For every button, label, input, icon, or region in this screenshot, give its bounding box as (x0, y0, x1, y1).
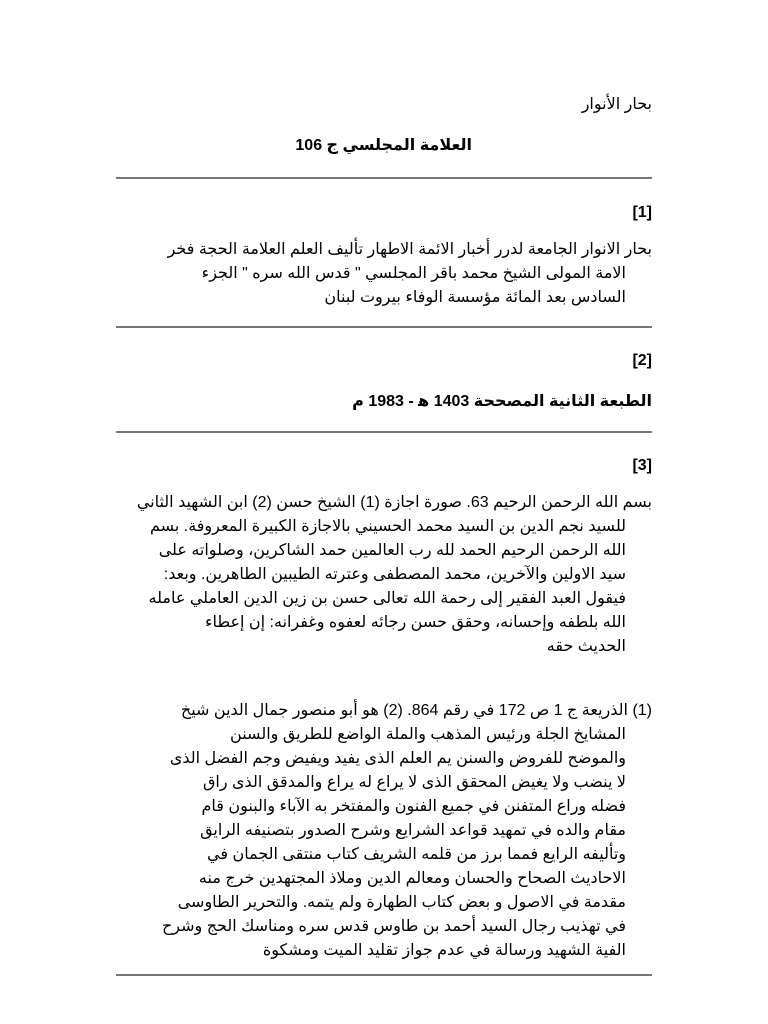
section-line: الامة المولى الشيخ محمد باقر المجلسي " قدس الله سره " الجزء (201, 265, 626, 282)
footnote-line: وتأليفه الرايع فمما برز من قلمه الشريف كتاب منتقى الجمان في (207, 846, 626, 863)
section-line: الله بلطفه وإحسانه، وحقق حسن رجائه لعفوه وغفرانه: إن إعطاء (204, 614, 626, 631)
section-line: فيقول العبد الفقير إلى رحمة الله تعالى حسن بن زين الدين العاملي عامله (148, 590, 626, 607)
section-line: للسيد نجم الدين بن السيد محمد الحسيني بالاجازة الكبيرة المعروفة. بسم (149, 518, 626, 535)
divider (116, 431, 652, 433)
section-line: بسم الله الرحمن الرحيم 63. صورة اجازة (1) الشيخ حسن (2) ابن الشهيد الثاني (136, 494, 652, 511)
section-line: الطبعة الثانية المصححة 1403 ه‍ - 1983 م (352, 393, 652, 410)
footnote-line: الاحاديث الصحاح والحسان ومعالم الدين وملاذ المجتهدين خرج منه (198, 870, 626, 887)
author-volume: العلامة المجلسي ج 106 (295, 137, 472, 154)
footnote-line: والموضح للفروض والسنن يم العلم الذى يفيد ويفيض وجم الفضل الذى (169, 750, 626, 767)
section-line: السادس بعد المائة مؤسسة الوفاء بيروت لبنان (324, 289, 626, 306)
footnote-line: فضله وراع المتفنن في جميع الفنون والمفتخر به الآباء والبنون قام (201, 798, 626, 815)
footnote-line: لا ينضب ولا يغيض المحقق الذى لا يراع له يراع والمدقق الذى راق (202, 774, 626, 791)
section-line: الحديث حقه (546, 638, 626, 655)
section-marker: [3] (632, 457, 652, 474)
footnote-line: في تهذيب رجال السيد أحمد بن طاوس قدس سره ومناسك الحج وشرح (161, 918, 626, 935)
footnote-line: مقام والده في تمهيد قواعد الشرايع وشرح الصدور بتصنيفه الرايق (200, 822, 626, 839)
divider (116, 177, 652, 179)
section-marker: [2] (632, 352, 652, 369)
section-line: بحار الانوار الجامعة لدرر أخبار الائمة الاطهار تأليف العلم العلامة الحجة فخر (167, 241, 652, 258)
section-line: الله الرحمن الرحيم الحمد لله رب العالمين حمد الشاكرين، وصلواته على (158, 542, 626, 559)
section-marker: [1] (632, 204, 652, 221)
divider (116, 974, 652, 976)
divider (116, 326, 652, 328)
book-title: بحار الأنوار (581, 96, 652, 113)
footnote-line: الفية الشهيد ورسالة في عدم جواز تقليد الميت ومشكوة (262, 942, 626, 959)
footnote-line: مقدمة في الاصول و بعض كتاب الطهارة ولم يتمه. والتحرير الطاوسى (177, 894, 626, 911)
section-line: سيد الاولين والآخرين، محمد المصطفى وعترته الطيبين الطاهرين. وبعد: (163, 566, 626, 583)
footnote-line: (1) الذريعة ج 1 ص 172 في رقم 864. (2) هو أبو منصور جمال الدين شيخ (180, 702, 652, 719)
footnote-line: المشايخ الجلة ورئيس المذهب والملة الواضع للطريق والسنن (230, 726, 626, 743)
